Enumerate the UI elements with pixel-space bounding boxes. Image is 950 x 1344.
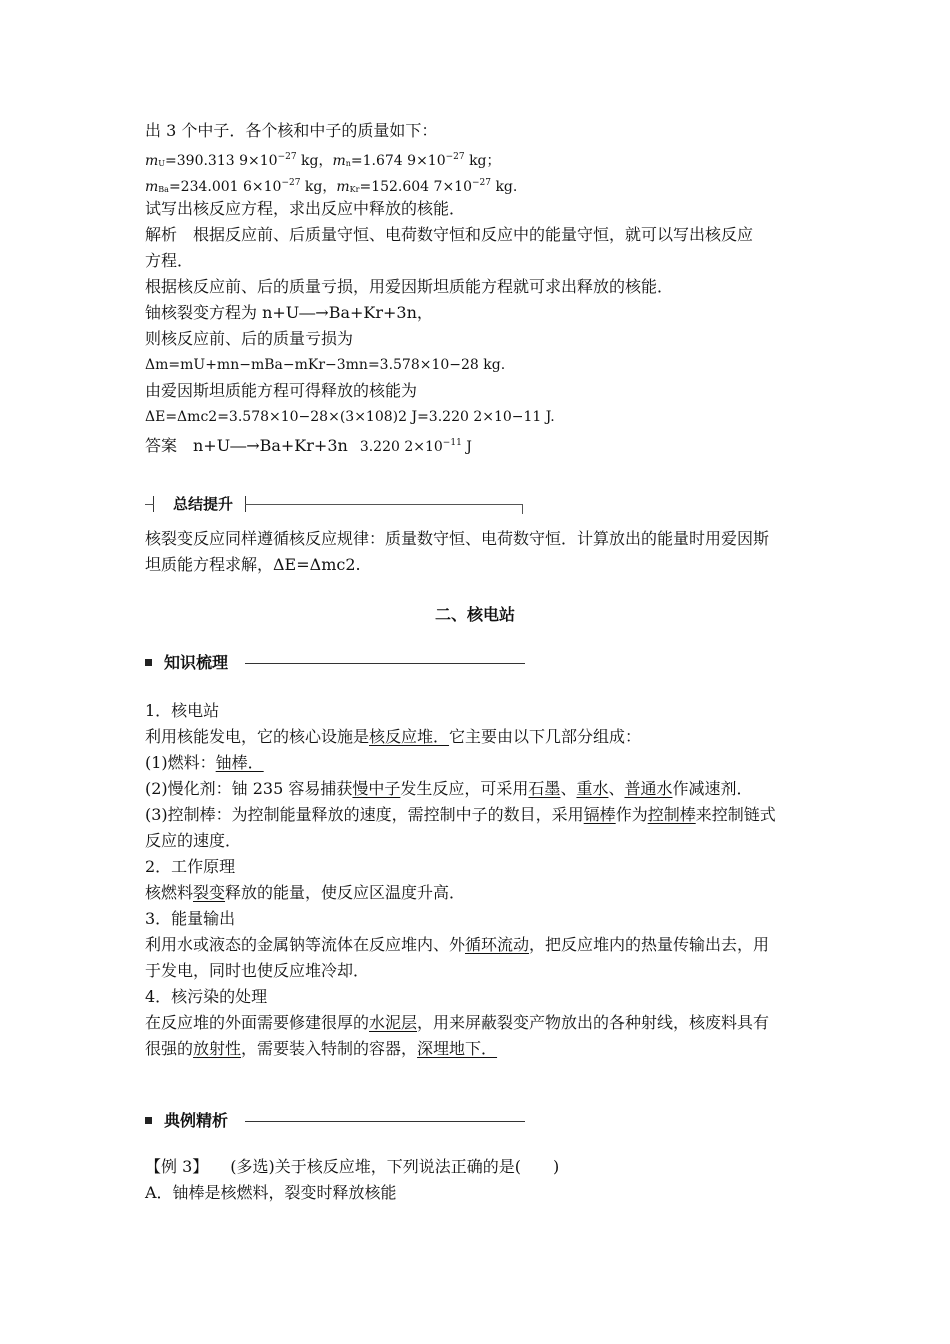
text-line: 方程． — [145, 251, 194, 270]
summary-header — [145, 492, 523, 518]
text-line: 则核反应前、后的质量亏损为 — [145, 329, 354, 348]
example-question — [145, 1154, 810, 1206]
divider — [245, 1121, 525, 1122]
text-line: 出 3 个中子．各个核和中子的质量如下： — [145, 121, 438, 140]
analysis-line: 解析 根据反应前、后质量守恒、电荷数守恒和反应中的能量守恒，就可以写出核反应 — [145, 225, 754, 244]
text-line: 试写出核反应方程，求出反应中释放的核能． — [145, 199, 466, 218]
summary-title: 总结提升 — [173, 495, 234, 513]
divider — [245, 504, 523, 505]
mass-defect-equation: Δm=mU+mn−mBa−mKr−3mn=3.578×10−28 kg. — [145, 357, 506, 373]
fill-blank: 重水 — [576, 779, 609, 798]
fill-blank: 核反应堆． — [369, 727, 450, 746]
divider — [522, 504, 523, 514]
mass-values-line-1: mU=390.313 $9\times 10^{-27}$ kg，mn=1.674 $9\times 10^{-27}$ kg； — [145, 152, 501, 169]
text-line: 利用核能发电，它的核心设施是核反应堆．它主要由以下几部分组成： — [145, 727, 642, 746]
fill-blank: 普通水 — [624, 779, 673, 798]
text-line: 于发电，同时也使反应堆冷却． — [145, 961, 370, 980]
fill-blank: 铀棒． — [215, 753, 264, 772]
energy-equation: ΔE=Δmc2=3.578×10−28×(3×108)2 J=3.220 2×10−11 J. — [145, 409, 555, 425]
option-a: A．铀棒是核燃料，裂变时释放核能 — [145, 1183, 397, 1202]
fill-blank: 水泥层 — [369, 1013, 418, 1032]
bullet-square-icon — [145, 1117, 152, 1124]
example-label: 【例 3】 — [145, 1157, 209, 1176]
bullet-square-icon — [145, 659, 152, 666]
fill-blank: 循环流动 — [465, 935, 530, 954]
text-line: 很强的放射性，需要装入特制的容器，深埋地下． — [145, 1039, 498, 1058]
item-title: 2．工作原理 — [145, 857, 236, 876]
mass-values-line-2: mBa=234.001 $6\times 10^{-27}$ kg，mKr=152.604 $7\times 10^{-27}$ kg. — [145, 178, 518, 195]
text-line: 坦质能方程求解，ΔE=Δmc2. — [145, 555, 361, 574]
item-title: 4．核污染的处理 — [145, 987, 268, 1006]
fill-blank: 裂变 — [193, 883, 226, 902]
text-line: 在反应堆的外面需要修建很厚的水泥层，用来屏蔽裂变产物放出的各种射线，核废料具有 — [145, 1013, 770, 1032]
summary-body — [145, 526, 810, 578]
text-line: (2)慢化剂：铀 235 容易捕获慢中子发生反应，可采用石墨、重水、普通水作减速剂． — [145, 779, 753, 798]
text-line: 核燃料裂变释放的能量，使反应区温度升高． — [145, 883, 466, 902]
examples-header: 典例精析 — [145, 1109, 525, 1133]
text-line: 由爱因斯坦质能方程可得释放的核能为 — [145, 381, 418, 400]
text-line: 利用水或液态的金属钠等流体在反应堆内、外循环流动，把反应堆内的热量传输出去，用 — [145, 935, 770, 954]
divider — [245, 663, 525, 664]
text-line: (1)燃料：铀棒． — [145, 753, 264, 772]
knowledge-header: 知识梳理 — [145, 651, 525, 675]
item-title: 3．能量输出 — [145, 909, 236, 928]
fill-blank: 慢中子 — [352, 779, 401, 798]
fill-blank: 深埋地下． — [417, 1039, 498, 1058]
fission-equation: 铀核裂变方程为 n+U―→Ba+Kr+3n， — [145, 303, 433, 322]
section-title: 二、核电站 — [434, 605, 515, 624]
fill-blank: 镉棒 — [583, 805, 616, 824]
text-line: 根据核反应前、后的质量亏损，用爱因斯坦质能方程就可求出释放的核能． — [145, 277, 674, 296]
text-line: (3)控制棒：为控制能量释放的速度，需控制中子的数目，采用镉棒作为控制棒来控制链式 — [145, 805, 776, 824]
worked-solution — [145, 118, 810, 456]
fill-blank: 放射性 — [193, 1039, 242, 1058]
text-line: 核裂变反应同样遵循核反应规律：质量数守恒、电荷数守恒．计算放出的能量时用爱因斯 — [145, 529, 770, 548]
question-line: 【例 3】 (多选)关于核反应堆，下列说法正确的是( ) — [145, 1157, 560, 1176]
fill-blank: 石墨 — [528, 779, 561, 798]
answer-line: 答案 n+U―→Ba+Kr+3n 3.220 $2\times 10^{-11}$ J — [145, 436, 472, 455]
item-title: 1．核电站 — [145, 701, 220, 720]
divider — [145, 504, 154, 505]
text-line: 反应的速度． — [145, 831, 242, 850]
knowledge-body — [145, 698, 810, 1062]
fill-blank: 控制棒 — [647, 805, 696, 824]
